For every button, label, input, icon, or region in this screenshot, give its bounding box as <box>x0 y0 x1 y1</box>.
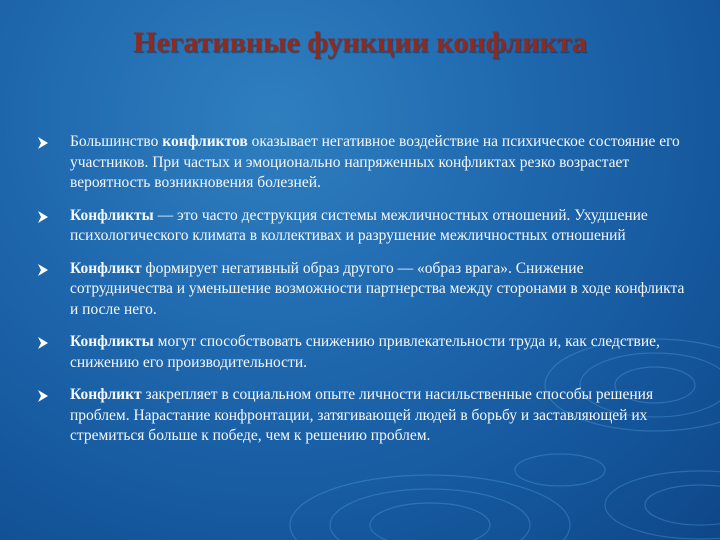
bullet-text: Конфликты — это часто деструкция системы межличностных отношений. Ухудшение психологического климата в коллективах и разрушение межличностных отношений <box>70 206 648 244</box>
arrow-bullet-icon <box>36 210 50 224</box>
slide-title: Негативные функции конфликта <box>133 26 587 59</box>
bullet-text: Конфликты могут способствовать снижению привлекательности труда и, как следствие, снижению его производительности. <box>70 333 660 371</box>
bullet-item <box>36 259 686 321</box>
bullet-item <box>36 132 686 194</box>
bullet-text: Конфликт закрепляет в социальном опыте личности насильственные способы решения проблем. Нарастание конфронтации, затягивающей людей в борьбу и заставляющей их стремиться больше к победе, чем к решению проблем. <box>70 386 654 444</box>
arrow-bullet-icon <box>36 389 50 403</box>
arrow-bullet-icon <box>36 136 50 150</box>
bullet-text: Конфликт формирует негативный образ другого — «образ врага». Снижение сотрудничества и уменьшение возможности партнерства между сторонами в ходе конфликта и после него. <box>70 259 685 318</box>
arrow-bullet-icon <box>36 263 50 277</box>
bullet-text: Большинство конфликтов оказывает негативное воздействие на психическое состояние его участников. При частых и эмоционально напряженных конфликтах резко возрастает вероятность возникновения болезней. <box>70 133 680 191</box>
bullet-item <box>36 332 686 373</box>
arrow-bullet-icon <box>36 336 50 350</box>
bullet-list <box>36 132 686 459</box>
bullet-item <box>36 206 686 247</box>
bullet-item <box>36 385 686 447</box>
